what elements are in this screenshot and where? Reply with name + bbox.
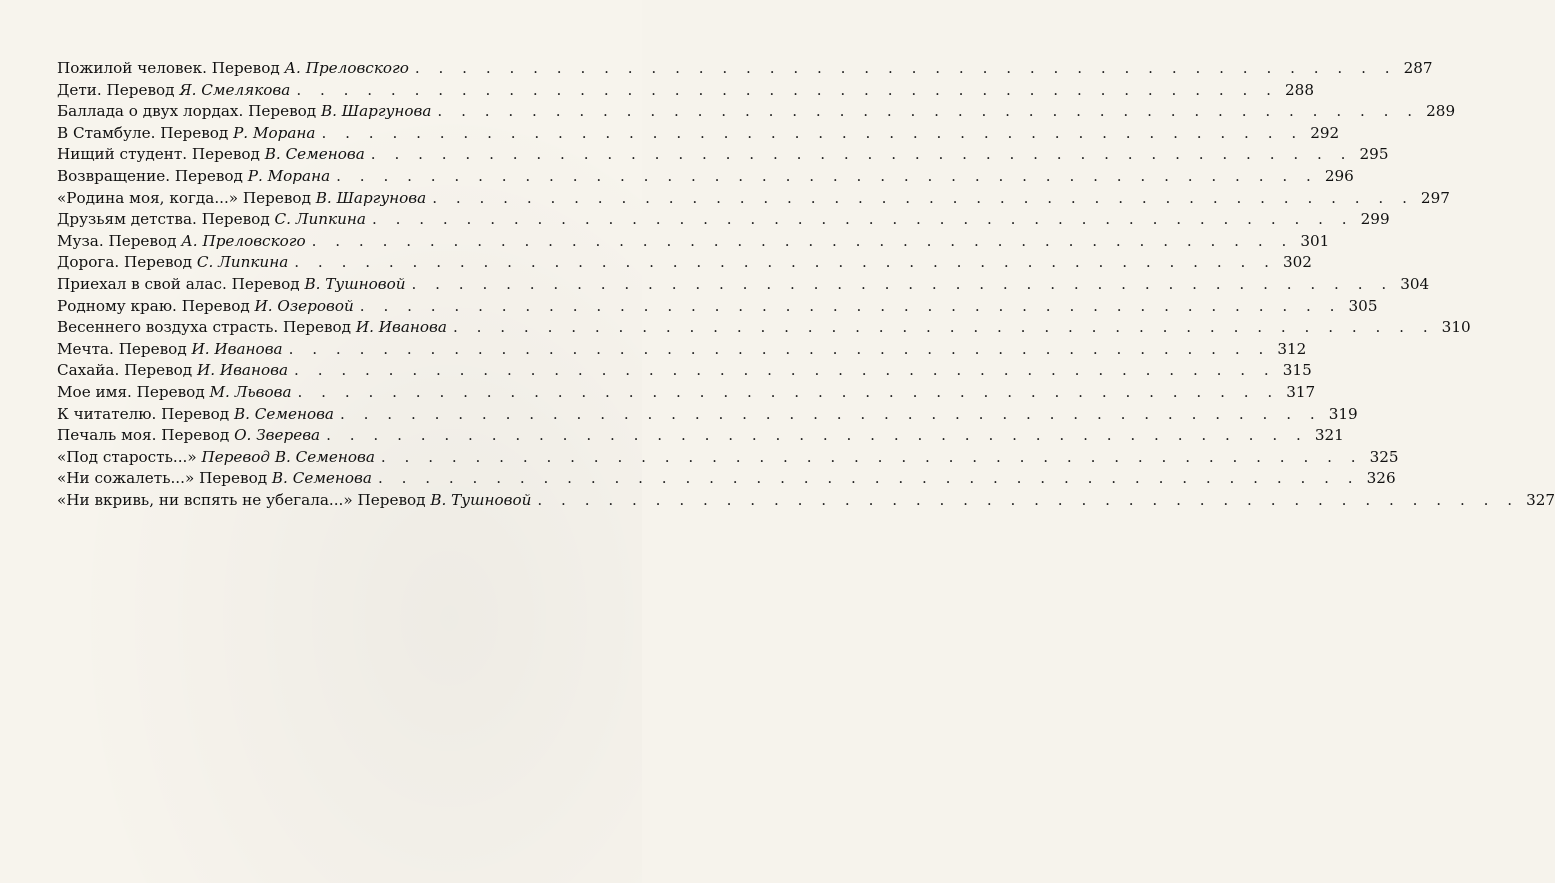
toc-entry [57, 447, 1399, 469]
page-number: 305 [1348, 296, 1378, 315]
toc-entry [57, 317, 1471, 339]
poem-title: Возвращение. Перевод [57, 166, 248, 185]
toc-entry-title [57, 274, 406, 296]
translator-name: И. Иванова [191, 339, 283, 358]
dot-leader [431, 101, 1419, 123]
dot-leader [406, 274, 1394, 296]
page-number: 317 [1286, 382, 1316, 401]
toc-entry [57, 274, 1430, 296]
dot-leader [372, 468, 1360, 490]
toc-entry-title [57, 468, 372, 490]
toc-entry [57, 188, 1450, 210]
dot-leader [315, 123, 1303, 145]
toc-entry [57, 296, 1378, 318]
toc-entry [57, 382, 1316, 404]
toc-entry [57, 231, 1330, 253]
translator-name: И. Иванова [355, 318, 447, 337]
translator-name: В. Семенова [264, 145, 365, 164]
dot-leader [330, 166, 1318, 188]
poem-title: Дорога. Перевод [57, 253, 197, 272]
translator-name: И. Озеровой [254, 296, 354, 315]
page-number: 304 [1400, 274, 1430, 293]
toc-entry-title [57, 490, 531, 512]
page-number: 319 [1328, 404, 1358, 423]
page-number: 301 [1300, 231, 1330, 250]
dot-leader [306, 231, 1294, 253]
toc-entry-title [57, 80, 290, 102]
toc-entry-title [57, 144, 365, 166]
poem-title: Приехал в свой алас. Перевод [57, 274, 305, 293]
page-number: 302 [1282, 253, 1312, 272]
page-number: 292 [1310, 123, 1340, 142]
poem-title: Баллада о двух лордах. Перевод [57, 102, 321, 121]
poem-title: Нищий студент. Перевод [57, 145, 265, 164]
dot-leader [447, 317, 1435, 339]
page-number: 296 [1324, 166, 1354, 185]
toc-entry-title [57, 317, 447, 339]
translator-name: М. Львова [209, 382, 292, 401]
toc-entry-title [57, 296, 354, 318]
translator-name: В. Тушновой [430, 490, 532, 509]
toc-entry-title [57, 425, 320, 447]
toc-entry [57, 404, 1358, 426]
toc-entry [57, 80, 1315, 102]
dot-leader [354, 296, 1342, 318]
dot-leader [365, 144, 1353, 166]
poem-title: Весеннего воздуха страсть. Перевод [57, 318, 356, 337]
translator-name: Р. Морана [247, 166, 331, 185]
translator-name: И. Иванова [196, 361, 289, 380]
toc-entry [57, 101, 1456, 123]
translator-name: Р. Морана [233, 123, 316, 142]
translator-name: С. Липкина [196, 253, 289, 272]
toc-entry-title [57, 166, 330, 188]
translator-name: В. Тушновой [304, 274, 406, 293]
page-number: 326 [1366, 469, 1396, 488]
translator-name: В. Шаргунова [315, 188, 427, 207]
poem-title: Родному краю. Перевод [57, 296, 255, 315]
dot-leader [375, 447, 1363, 469]
toc-entry [57, 425, 1344, 447]
dot-leader [531, 490, 1519, 512]
dot-leader [292, 382, 1280, 404]
toc-entry [57, 166, 1354, 188]
toc-entry-title [57, 252, 288, 274]
toc-entry-title [57, 231, 306, 253]
page-number: 299 [1360, 210, 1390, 229]
page-number: 321 [1314, 426, 1344, 445]
dot-leader [409, 58, 1397, 80]
poem-title: «Родина моя, когда...» Перевод [57, 188, 316, 207]
poem-title: К читателю. Перевод [57, 404, 234, 423]
translator-name: Перевод В. Семенова [201, 447, 375, 466]
translator-name: А. Преловского [284, 59, 409, 77]
toc-entry [57, 339, 1307, 361]
page-number: 310 [1441, 318, 1471, 337]
translator-name: В. Семенова [233, 404, 334, 423]
dot-leader [366, 209, 1354, 231]
poem-title: Друзьям детства. Перевод [57, 210, 275, 229]
poem-title: Муза. Перевод [57, 231, 182, 250]
page-number: 289 [1426, 102, 1456, 121]
poem-title: Дети. Перевод [57, 80, 180, 99]
page-number: 315 [1282, 361, 1312, 380]
toc-entry-title [57, 101, 431, 123]
toc-entry [57, 468, 1396, 490]
toc-entry-title [57, 123, 315, 145]
translator-name: Я. Смелякова [179, 80, 291, 99]
translator-name: А. Преловского [181, 231, 306, 250]
page-number: 327 [1526, 490, 1555, 509]
table-of-contents [57, 58, 1555, 511]
toc-entry [57, 58, 1433, 80]
page-number: 287 [1403, 59, 1433, 77]
toc-entry [57, 360, 1312, 382]
dot-leader [320, 425, 1308, 447]
toc-entry-title [57, 447, 375, 469]
translator-name: В. Шаргунова [320, 102, 432, 121]
toc-entry-title [57, 209, 366, 231]
page-number: 325 [1369, 447, 1399, 466]
poem-title: Сахайа. Перевод [57, 361, 197, 380]
poem-title: «Под старость...» [57, 447, 202, 466]
toc-entry-title [57, 58, 409, 80]
translator-name: В. Семенова [271, 469, 372, 488]
poem-title: «Ни вкривь, ни вспять не убегала...» Перевод [57, 490, 431, 509]
toc-entry-title [57, 339, 283, 361]
toc-entry-title [57, 404, 334, 426]
toc-entry-title [57, 382, 292, 404]
toc-entry [57, 209, 1390, 231]
toc-entry [57, 490, 1555, 512]
poem-title: «Ни сожалеть...» Перевод [57, 469, 272, 488]
toc-entry [57, 144, 1389, 166]
toc-entry-title [57, 188, 426, 210]
poem-title: Мое имя. Перевод [57, 382, 210, 401]
dot-leader [426, 188, 1414, 210]
dot-leader [288, 252, 1276, 274]
page-number: 297 [1420, 188, 1450, 207]
page-number: 295 [1359, 145, 1389, 164]
toc-entry [57, 123, 1340, 145]
dot-leader [290, 80, 1278, 102]
toc-entry-title [57, 360, 288, 382]
poem-title: Печаль моя. Перевод [57, 426, 235, 445]
translator-name: С. Липкина [274, 210, 366, 229]
page-number: 288 [1285, 80, 1315, 99]
poem-title: В Стамбуле. Перевод [57, 123, 234, 142]
translator-name: О. Зверева [234, 426, 321, 445]
toc-entry [57, 252, 1312, 274]
poem-title: Мечта. Перевод [57, 339, 192, 358]
dot-leader [288, 360, 1276, 382]
dot-leader [283, 339, 1271, 361]
page-number: 312 [1277, 339, 1307, 358]
poem-title: Пожилой человек. Перевод [57, 59, 285, 77]
dot-leader [334, 404, 1322, 426]
